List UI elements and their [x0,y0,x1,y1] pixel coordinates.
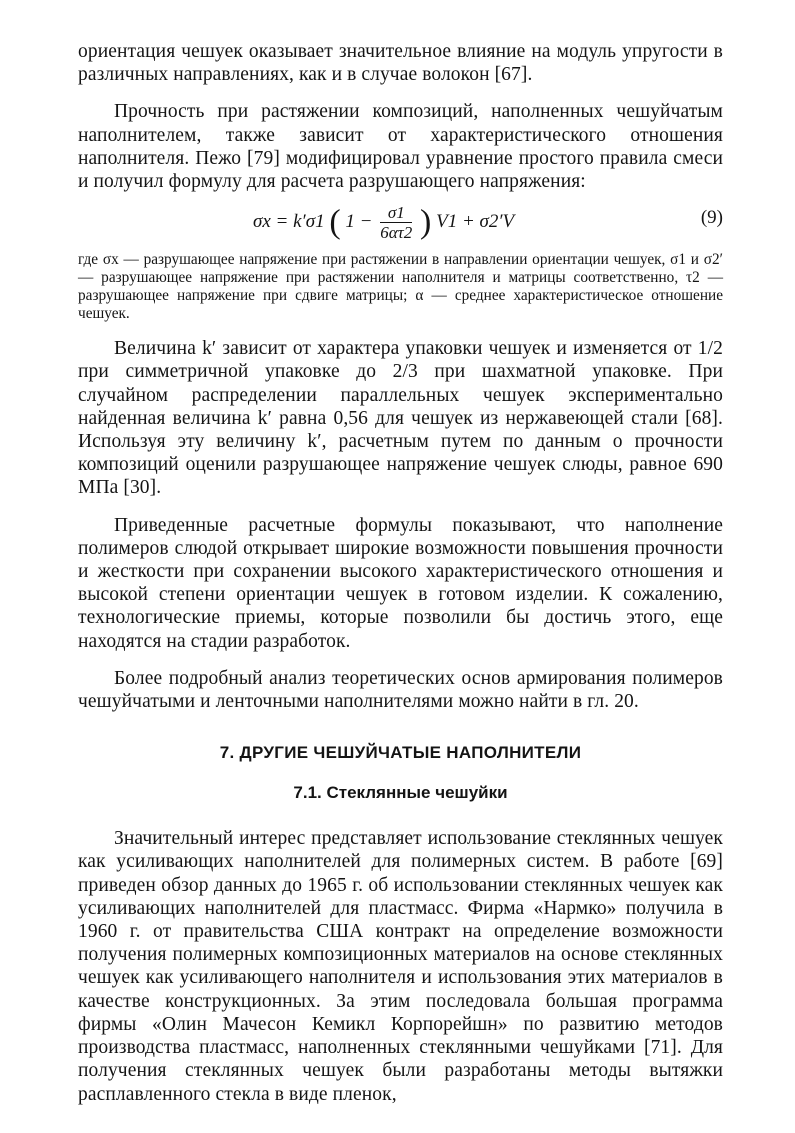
paragraph-tensile-strength: Прочность при растяжении композиций, наполненных чешуйчатым наполнителем, также зависит от характеристического отношения наполнителя. Пежо [79] модифицировал уравнение простого правила смеси и получил формулу для расчета разрушающего напряжения: [78,101,723,193]
section-heading: 7. ДРУГИЕ ЧЕШУЙЧАТЫЕ НАПОЛНИТЕЛИ [219,743,582,763]
formula-legend: где σx — разрушающее напряжение при растяжении в направлении ориентации чешуек, σ1 и σ2′ — разрушающее напряжение при растяжении наполнителя и матрицы соответственно, τ2 — разрушающее напряжение при сдвиге матрицы; α — среднее характеристическое отношение чешуек. [78,251,723,323]
formula-9 [78,199,723,243]
formula-paren-open: ( [329,203,341,241]
formula-paren-close: ) [420,203,432,241]
subsection-heading: 7.1. Стеклянные чешуйки [293,783,508,803]
formula-fraction [380,203,412,242]
paragraph-calculated-formulas: Приведенные расчетные формулы показывают, что наполнение полимеров слюдой открывает широкие возможности повышения прочности и жесткости при сохранении высокого характеристического отношения и высокой степени ориентации чешуек в готовом изделии. К сожалению, технологические приемы, которые позволили бы достичь этого, еще находятся на стадии разработок. [78,514,723,652]
paragraph-top: ориентация чешуек оказывает значительное влияние на модуль упругости в различных направлениях, как и в случае волокон [67]. [78,41,723,86]
paragraph-further-analysis: Более подробный анализ теоретических основ армирования полимеров чешуйчатыми и ленточными наполнителями можно найти в гл. 20. [78,667,723,713]
formula-fraction-numerator: σ1 [380,203,412,223]
formula-lhs: σx = k′σ1 [253,211,325,233]
formula-rhs: V1 + σ2′V [436,211,515,233]
formula-number: (9) [700,207,723,229]
paragraph-k-value: Величина k′ зависит от характера упаковки чешуек и изменяется от 1/2 при симметричной упаковке до 2/3 при шахматной упаковке. При случайном распределении параллельных чешуек экспериментально найденная величина k′ равна 0,56 для чешуек из нержавеющей стали [68]. Используя эту величину k′, расчетным путем по данным о прочности композиций оценили разрушающее напряжение чешуек слюды, равное 690 МПа [30]. [78,338,723,499]
paragraph-glass-flakes: Значительный интерес представляет использование стеклянных чешуек как усиливающих наполнителей для полимерных систем. В работе [69] приведен обзор данных до 1965 г. об использовании стеклянных чешуек как усиливающих наполнителей для пластмасс. Фирма «Нармко» получила в 1960 г. от правительства США контракт на определение возможности получения полимерных композиционных материалов на основе стеклянных чешуек как усиливающего наполнителя и использования этих материалов в качестве конструкционных. За этим последовала большая программа фирмы «Олин Мачесон Кемикл Корпорейшн» по развитию методов производства пластмасс, наполненных стеклянными чешуйками [71]. Для получения стеклянных чешуек были разработаны методы вытяжки расплавленного стекла в виде пленок, [78,828,723,1105]
formula-expression [253,203,514,242]
formula-one-minus: 1 − [345,211,373,233]
formula-fraction-denominator: 6ατ2 [380,223,413,243]
